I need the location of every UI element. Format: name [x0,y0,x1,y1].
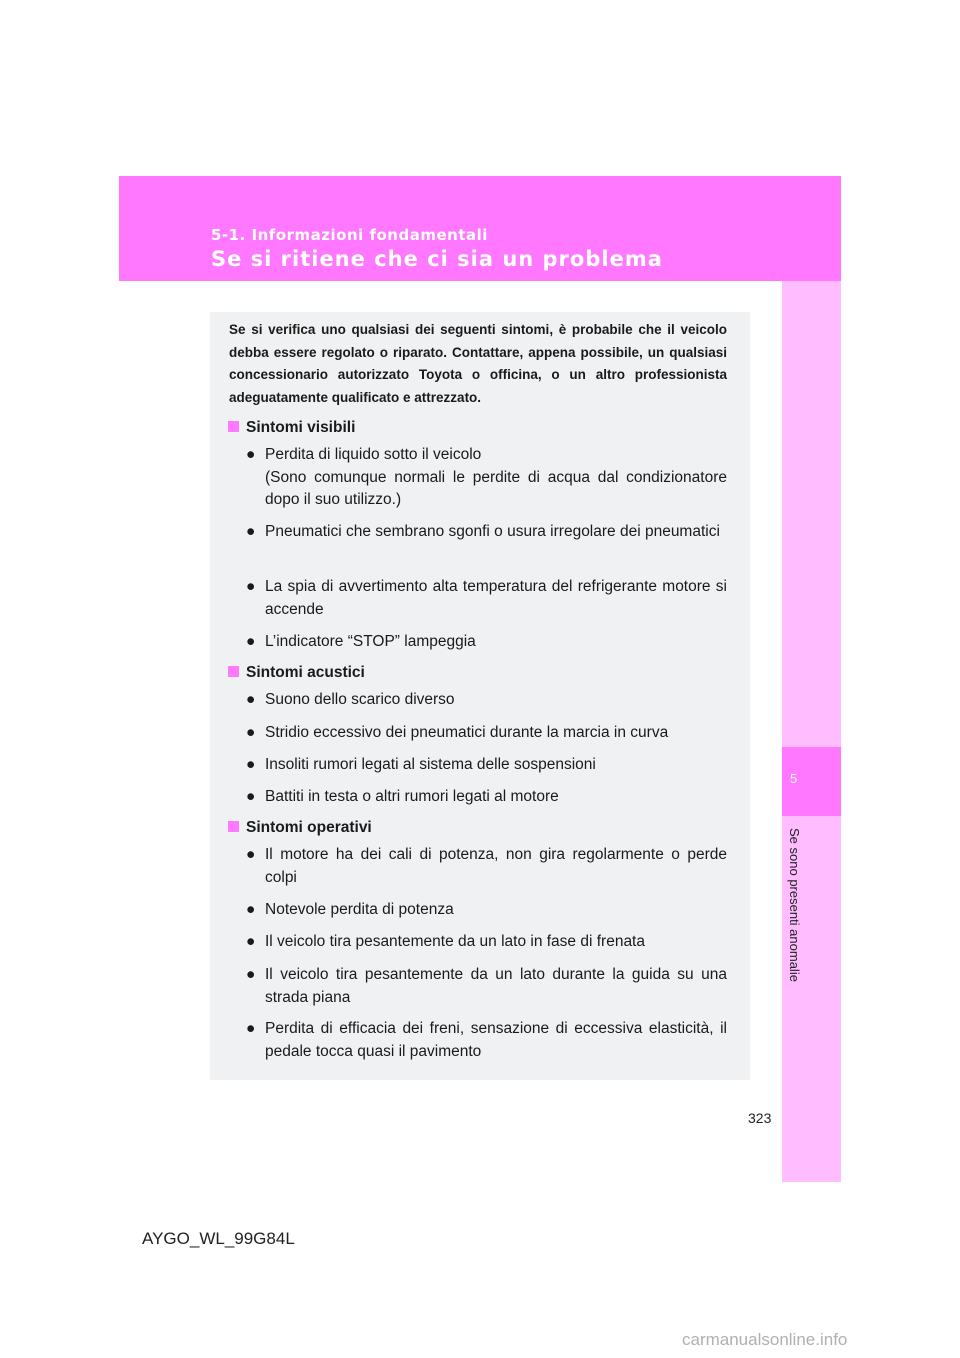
page-title: Se si ritiene che ci sia un problema [211,247,663,271]
bullet-dot-icon: ● [246,901,256,918]
list-item: ● Il veicolo tira pesantemente da un lato in fase di frenata [246,931,727,954]
bullet-dot-icon: ● [246,578,256,595]
bullet-dot-icon: ● [246,523,256,540]
bullet-dot-icon: ● [246,933,256,950]
list-item: ● L’indicatore “STOP” lampeggia [246,631,727,654]
section-heading-visibili: Sintomi visibili [228,419,355,437]
list-item: ● Perdita di liquido sotto il veicolo (Sono comunque normali le perdite di acqua dal condizionatore dopo il suo utilizzo.) [246,444,727,512]
list-item: ● Stridio eccessivo dei pneumatici durante la marcia in curva [246,722,727,745]
list-item: ● Battiti in testa o altri rumori legati al motore [246,786,727,809]
chapter-side-tab[interactable] [782,281,841,1182]
bullet-dot-icon: ● [246,756,256,773]
bullet-dot-icon: ● [246,724,256,741]
intro-paragraph: Se si verifica uno qualsiasi dei seguenti sintomi, è probabile che il veicolo debba essere regolato o riparato. Contattare, appena possibile, un qualsiasi concessionario autorizzato Toyota o officina, o un altro professionista adeguatamente qualificato e attrezzato. [229,322,727,406]
list-item: ● Suono dello scarico diverso [246,689,727,712]
section-heading-acustici: Sintomi acustici [228,664,365,682]
square-bullet-icon [228,421,239,432]
list-item: ● Notevole perdita di potenza [246,899,727,922]
chapter-number: 5 [790,771,798,786]
list-item: ● La spia di avvertimento alta temperatura del refrigerante motore si accende [246,578,727,618]
list-item: ● Pneumatici che sembrano sgonfi o usura irregolare dei pneumatici [246,521,727,544]
bullet-dot-icon: ● [246,966,256,983]
watermark-link[interactable]: carmanualsonline.info [682,1330,848,1349]
list-item-note: (Sono comunque normali le perdite di acqua dal condizionatore dopo il suo utilizzo.) [265,468,727,509]
bullet-dot-icon: ● [246,633,256,650]
bullet-dot-icon: ● [246,446,256,463]
list-item: ● Perdita di efficacia dei freni, sensazione di eccessiva elasticità, il pedale tocca quasi il pavimento [246,1020,727,1060]
chapter-title: Se sono presenti anomalie [787,828,802,982]
chapter-number-tab[interactable] [782,747,841,816]
header-band [119,176,841,281]
list-item: ● Il veicolo tira pesantemente da un lato durante la guida su una strada piana [246,966,727,1006]
content-box [210,312,750,1080]
list-item: ● Il motore ha dei cali di potenza, non gira regolarmente o perde colpi [246,846,727,886]
section-label: 5-1. Informazioni fondamentali [211,226,488,244]
bullet-dot-icon: ● [246,846,256,863]
section-heading-operativi: Sintomi operativi [228,819,372,837]
bullet-dot-icon: ● [246,788,256,805]
square-bullet-icon [228,666,239,677]
list-item: ● Insoliti rumori legati al sistema delle sospensioni [246,754,727,777]
bullet-dot-icon: ● [246,691,256,708]
page-number: 323 [748,1110,772,1126]
square-bullet-icon [228,821,239,832]
bullet-dot-icon: ● [246,1020,256,1037]
document-code: AYGO_WL_99G84L [142,1229,295,1248]
